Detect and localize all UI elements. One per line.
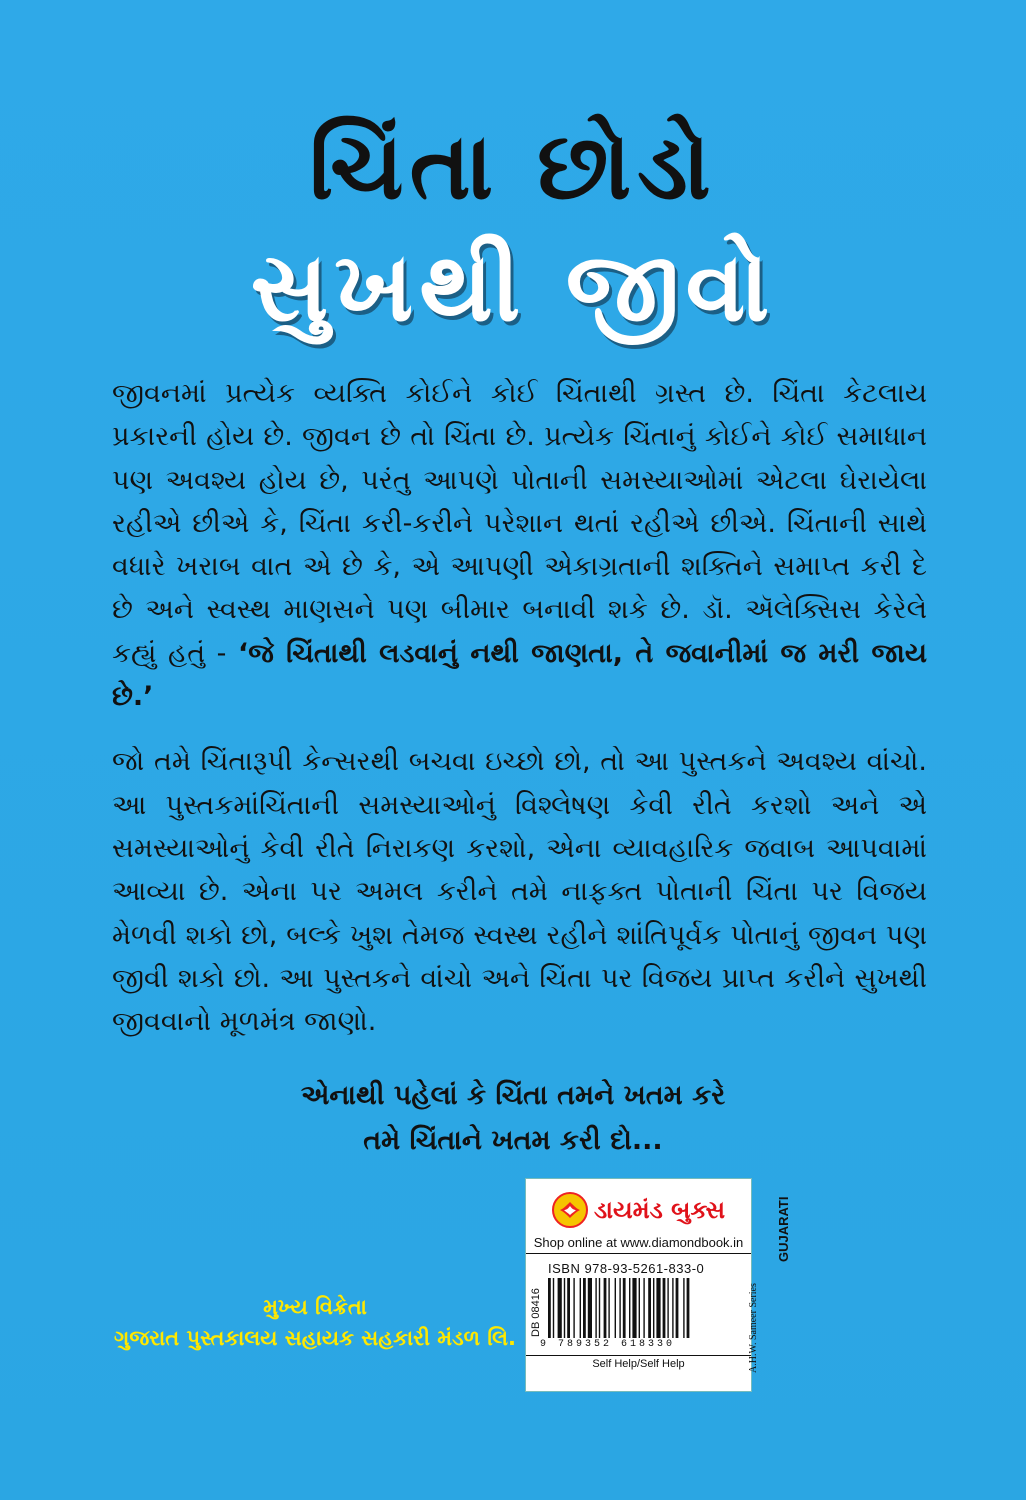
title-line-1: ચિંતા છોડો bbox=[309, 113, 717, 220]
barcode-bar bbox=[629, 1278, 630, 1338]
tagline-line-1: એનાથી પહેલાં કે ચિંતા તમને ખતમ કરે bbox=[300, 1080, 726, 1111]
barcode-bar bbox=[548, 1278, 551, 1338]
shop-online-text: Shop online at www.diamondbook.in bbox=[526, 1235, 751, 1254]
barcode-bar bbox=[632, 1278, 636, 1338]
barcode-bar bbox=[615, 1278, 616, 1338]
barcode-bar bbox=[573, 1278, 574, 1338]
barcode-bar bbox=[653, 1278, 654, 1338]
seller-line-1: મુખ્ય વિક્રેતા bbox=[263, 1295, 367, 1319]
barcode-bar bbox=[687, 1278, 690, 1338]
barcode-bar bbox=[639, 1278, 640, 1338]
barcode-digits: 9 789352 618330 bbox=[540, 1339, 676, 1350]
blurb-paragraph-2: જો તમે ચિંતારૂપી કેન્સરથી બચવા ઇચ્છો છો, તો આ પુસ્તકને અવશ્ય વાંચો. આ પુસ્તકમાંચિંતાની સમસ્યાઓનું વિશ્લેષણ કેવી રીતે કરશો અને એ સમસ્યાઓનું કેવી રીતે નિરાકણ કરશો, એના વ્યાવહારિક જવાબ આપવામાં આવ્યા છે. એના પર અમલ કરીને તમે નાફક્ત પોતાની ચિંતા પર વિજય મેળવી શકો છો, બલ્કે ખુશ તેમજ સ્વસ્થ રહીને શાંતિપૂર્વક પોતાનું જીવન પણ જીવી શકો છો. આ પુસ્તકને વાંચો અને ચિંતા પર વિજય પ્રાપ્ત કરીને સુખથી જીવવાનો મૂળમંત્ર જાણો. bbox=[112, 746, 927, 1038]
barcode bbox=[548, 1278, 743, 1338]
barcode-bar bbox=[595, 1278, 596, 1338]
barcode-bar bbox=[567, 1278, 570, 1338]
barcode-bar bbox=[604, 1278, 607, 1338]
isbn: ISBN 978-93-5261-833-0 bbox=[548, 1261, 705, 1276]
barcode-bar bbox=[676, 1278, 679, 1338]
seller-line-2: ગુજરાત પુસ્તકાલય સહાયક સહકારી મંડળ લિ. bbox=[114, 1326, 516, 1350]
tagline-line-2: તમે ચિંતાને ખતમ કરી દો... bbox=[363, 1125, 663, 1156]
barcode-bar bbox=[553, 1278, 554, 1338]
barcode-bar bbox=[667, 1278, 668, 1338]
blurb-quote: ‘જે ચિંતાથી લડવાનું નથી જાણતા, તે જવાનીમાં જ મરી જાય છે.’ bbox=[112, 637, 927, 713]
barcode-bar bbox=[683, 1278, 684, 1338]
publisher-name: ડાયમંડ બુક્સ bbox=[593, 1196, 726, 1224]
barcode-bar bbox=[580, 1278, 581, 1338]
title-line-2: સુખથી જીવો bbox=[250, 231, 776, 343]
barcode-bar bbox=[623, 1278, 626, 1338]
publisher-card bbox=[525, 1178, 759, 1392]
language-label: GUJARATI bbox=[776, 1196, 791, 1262]
tagline bbox=[0, 1073, 1026, 1163]
category: Self Help/Self Help bbox=[526, 1355, 751, 1370]
db-code: DB 08416 bbox=[530, 1288, 542, 1337]
barcode-bar bbox=[648, 1278, 651, 1338]
barcode-bar bbox=[619, 1278, 620, 1338]
barcode-bar bbox=[583, 1278, 586, 1338]
barcode-bar bbox=[643, 1278, 644, 1338]
blurb-paragraph-1-text: જીવનમાં પ્રત્યેક વ્યક્તિ કોઈને કોઈ ચિંતાથી ગ્રસ્ત છે. ચિંતા કેટલાય પ્રકારની હોય છે. જીવન છે તો ચિંતા છે. પ્રત્યેક ચિંતાનું કોઈને કોઈ સમાધાન પણ અવશ્ય હોય છે, પરંતુ આપણે પોતાની સમસ્યાઓમાં એટલા ઘેરાયેલા રહીએ છીએ કે, ચિંતા કરી-કરીને પરેશાન થતાં રહીએ છીએ. ચિંતાની સાથે વધારે ખરાબ વાત એ છે કે, એ આપણી એકાગ્રતાની શક્તિને સમાપ્ત કરી દે છે અને સ્વસ્થ માણસને પણ બીમાર બનાવી શકે છે. ડૉ. ઍલેક્સિસ કેરેલે કહ્યું હતું - bbox=[112, 378, 927, 669]
barcode-bar bbox=[672, 1278, 673, 1338]
barcode-bar bbox=[564, 1278, 565, 1338]
barcode-bar bbox=[588, 1278, 592, 1338]
blurb bbox=[112, 372, 927, 1065]
publisher-logo bbox=[526, 1187, 751, 1233]
diamond-logo-icon bbox=[552, 1192, 588, 1228]
barcode-bar bbox=[599, 1278, 600, 1338]
blurb-paragraph-1 bbox=[112, 372, 927, 718]
barcode-bar bbox=[558, 1278, 562, 1338]
barcode-bar bbox=[656, 1278, 660, 1338]
barcode-bar bbox=[663, 1278, 666, 1338]
seller-info bbox=[80, 1292, 550, 1354]
series-name: A.H.W. Sameer Series bbox=[748, 1283, 759, 1373]
barcode-bar bbox=[608, 1278, 609, 1338]
